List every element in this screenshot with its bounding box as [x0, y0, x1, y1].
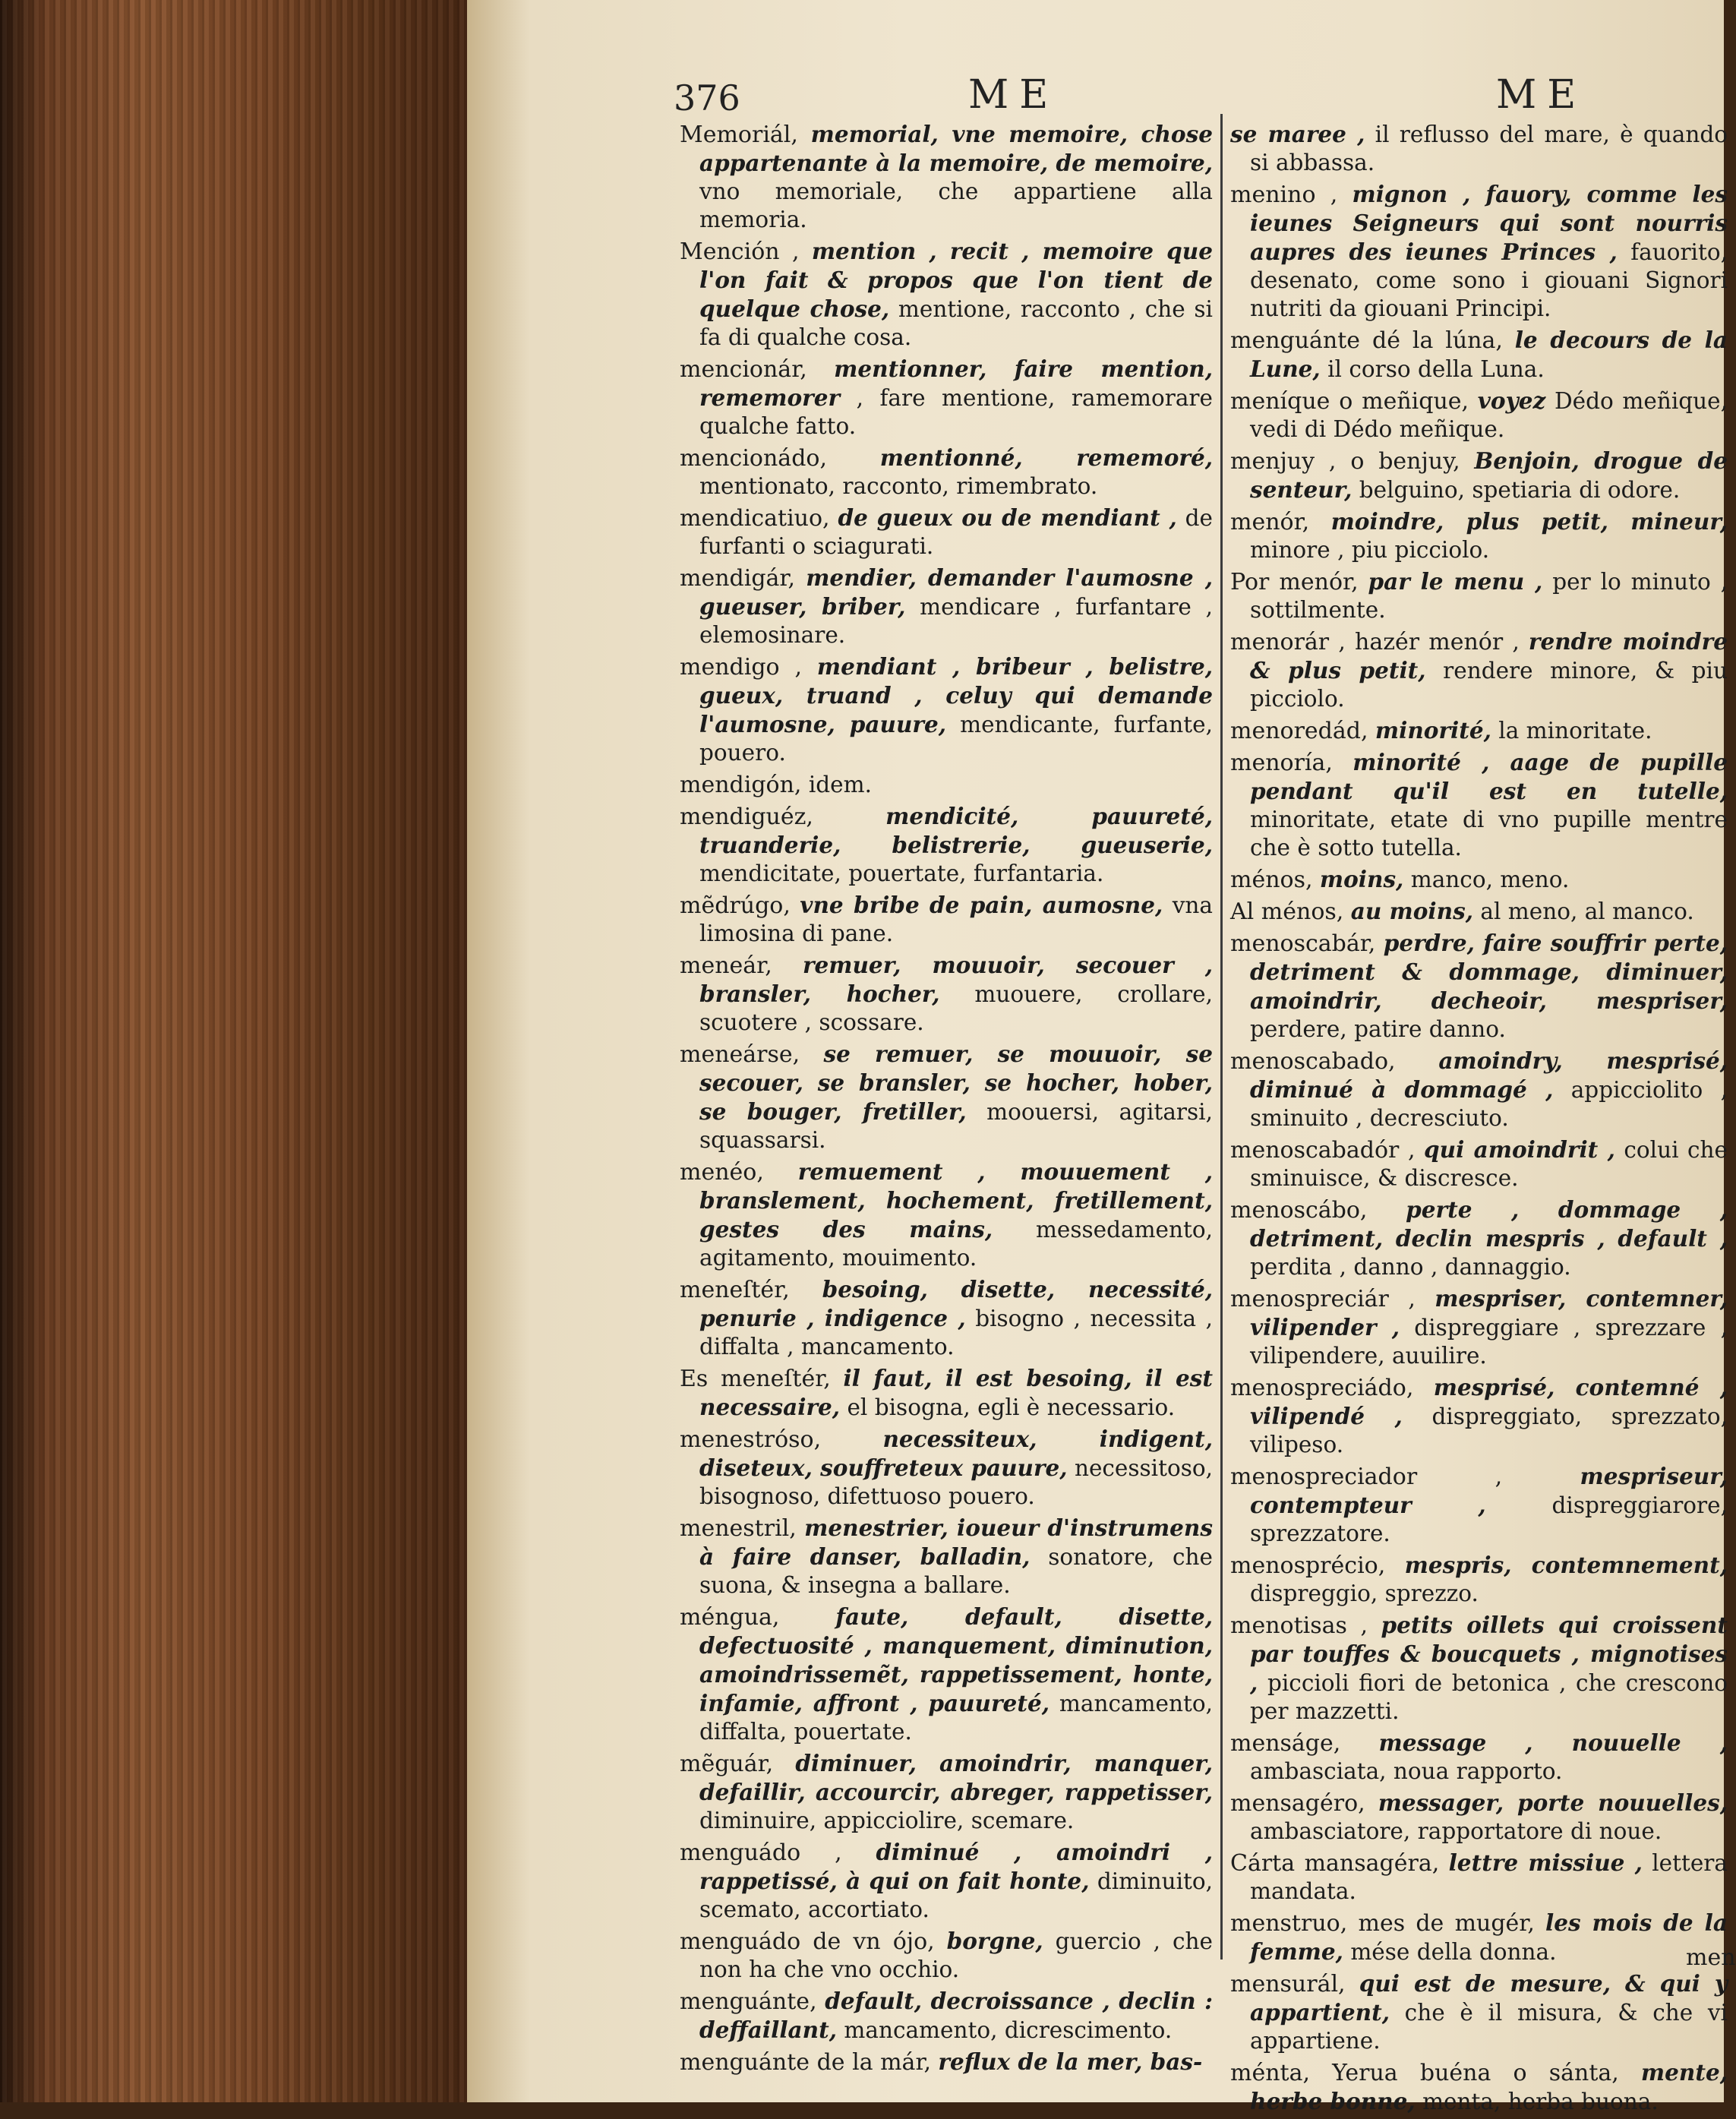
page-number: 376 [674, 77, 740, 118]
french-gloss: mendicité, pauureté, truanderie, belistrerie, gueuserie, [699, 803, 1213, 858]
dictionary-entry [1230, 2058, 1728, 2116]
italian-gloss: mése della donna. [1350, 1939, 1557, 1965]
italian-gloss: bisogno , necessita , diffalta , mancamento. [699, 1306, 1213, 1360]
italian-gloss: al meno, al manco. [1480, 898, 1694, 924]
headword: Es meneſtér, [680, 1366, 831, 1392]
headword: mendiguéz, [680, 804, 813, 830]
headword: menospreciár , [1230, 1286, 1416, 1312]
dictionary-entry [680, 951, 1213, 1037]
headword: mẽguár, [680, 1751, 774, 1777]
headword: meníque o meñique, [1230, 388, 1469, 415]
headword: menguádo , [680, 1840, 842, 1866]
italian-gloss: dispreggiato, sprezzato, vilipeso. [1250, 1404, 1728, 1457]
dictionary-entry [680, 1838, 1213, 1924]
italian-gloss: necessitoso, bisognoso, difettuoso pouero. [699, 1455, 1213, 1509]
italian-gloss: lettera mandata. [1250, 1850, 1728, 1904]
dictionary-entry [1230, 387, 1728, 444]
italian-gloss: moouersi, agitarsi, squassarsi. [699, 1099, 1213, 1153]
italian-gloss: perdita , danno , dannaggio. [1250, 1254, 1571, 1280]
headword: menino , [1230, 182, 1338, 208]
dictionary-entry [680, 1275, 1213, 1361]
french-gloss: amoindry, mesprisé, diminué à dommagé , [1250, 1047, 1728, 1103]
italian-gloss: che è il misura, & che vi appartiene. [1250, 2000, 1728, 2054]
headword: mencionár, [680, 356, 807, 383]
italian-gloss: menta, herba buona. [1422, 2089, 1659, 2114]
dictionary-entry [1230, 748, 1728, 862]
italian-gloss: appicciolito , sminuito , decresciuto. [1250, 1077, 1728, 1131]
french-gloss: voyez [1477, 387, 1546, 414]
headword: menguánte dé la lúna, [1230, 327, 1503, 354]
french-gloss: lettre missiue , [1448, 1849, 1643, 1876]
italian-gloss: manco, meno. [1410, 867, 1570, 892]
italian-gloss: mendicitate, pouertate, furfantaria. [699, 861, 1104, 886]
italian-gloss: mancamento, diffalta, pouertate. [699, 1691, 1213, 1745]
french-gloss: moindre, plus petit, mineur, [1330, 508, 1728, 535]
left-column [680, 120, 1213, 2080]
headword: menoscábo, [1230, 1197, 1368, 1224]
headword: menestróso, [680, 1426, 822, 1453]
french-gloss: necessiteux, indigent, diseteux, souffreteux pauure, [699, 1426, 1213, 1481]
dictionary-entry [680, 1040, 1213, 1154]
french-gloss: diminué , amoindri , rappetissé, à qui on fait honte, [699, 1839, 1213, 1894]
column-divider [1220, 114, 1223, 1960]
french-gloss: il faut, il est besoing, il est necessaire, [699, 1365, 1213, 1420]
french-gloss: petits oillets qui croissent par touffes & boucquets , mignotises , [1250, 1612, 1728, 1696]
french-gloss: qui amoindrit , [1424, 1136, 1615, 1163]
dictionary-entry [680, 1514, 1213, 1600]
italian-gloss: vna limosina di pane. [699, 892, 1213, 946]
french-gloss: minorité , aage de pupille pendant qu'il est en tutelle, [1250, 749, 1728, 804]
dictionary-entry [1230, 1969, 1728, 2055]
headword: mencionádo, [680, 445, 827, 472]
italian-gloss: il corso della Luna. [1327, 356, 1545, 382]
french-gloss: mesprisé, contemné , vilipendé , [1250, 1374, 1728, 1429]
italian-gloss: diminuire, appicciolire, scemare. [699, 1808, 1075, 1833]
dictionary-entry [680, 1927, 1213, 1984]
dictionary-entry [680, 770, 1213, 799]
french-gloss: mention , recit , memoire que l'on fait & propos que l'on tient de quelque chose, [699, 238, 1213, 322]
italian-gloss: per lo minuto , sottilmente. [1250, 569, 1728, 623]
headword: mendigo , [680, 654, 803, 681]
dictionary-entry [680, 1749, 1213, 1835]
french-gloss: par le menu , [1368, 568, 1543, 595]
headword: menotisas , [1230, 1612, 1368, 1639]
french-gloss: menestrier, ioueur d'instrumens à faire danser, balladin, [699, 1514, 1213, 1570]
catchword: men [1686, 1944, 1736, 1971]
italian-gloss: guercio , che non ha che vno occhio. [699, 1928, 1213, 1982]
headword: menguádo de vn ójo, [680, 1928, 935, 1955]
running-head-right: ME [1496, 72, 1587, 118]
french-gloss: mente, herbe bonne, [1250, 2059, 1728, 2114]
italian-gloss: sonatore, che suona, & insegna a ballare. [699, 1544, 1213, 1598]
headword: menguánte, [680, 1988, 817, 2015]
headword: Por menór, [1230, 569, 1359, 595]
headword: menospreciador , [1230, 1464, 1503, 1490]
french-gloss: Benjoin, drogue de senteur, [1250, 447, 1728, 503]
dictionary-entry [1230, 627, 1728, 713]
french-gloss: borgne, [946, 1928, 1043, 1954]
headword: menestril, [680, 1515, 797, 1542]
dictionary-entry [680, 1987, 1213, 2045]
italian-gloss: minore , piu picciolo. [1250, 537, 1490, 563]
french-gloss: qui est de mesure, & qui y appartient, [1250, 1970, 1728, 2026]
italian-gloss: diminuito, scemato, accortiato. [699, 1868, 1213, 1922]
french-gloss: mignon , fauory, comme les ieunes Seigneurs qui sont nourris aupres des ieunes Princes , [1250, 181, 1728, 265]
dictionary-entry [1230, 1611, 1728, 1726]
headword: menorár , hazér menór , [1230, 629, 1520, 655]
italian-gloss: dispreggiare , sprezzare , vilipendere, auuilire. [1250, 1315, 1728, 1369]
french-gloss: mendier, demander l'aumosne , gueuser, briber, [699, 564, 1213, 620]
french-gloss: besoing, disette, necessité, penurie , indigence , [699, 1276, 1213, 1331]
french-gloss: se maree , [1230, 121, 1365, 147]
dictionary-entry [1230, 326, 1728, 384]
dictionary-entry [1230, 567, 1728, 624]
dictionary-entry [680, 1157, 1213, 1272]
headword: menoscabadór , [1230, 1137, 1416, 1164]
italian-gloss: messedamento, agitamento, mouimento. [699, 1217, 1213, 1271]
italian-gloss: mendicare , furfantare , elemosinare. [699, 594, 1213, 648]
headword: Memoriál, [680, 122, 798, 148]
dictionary-entry [680, 355, 1213, 441]
italian-gloss: ambasciata, noua rapporto. [1250, 1758, 1563, 1784]
headword: menoscabár, [1230, 930, 1376, 957]
dictionary-entry [1230, 1462, 1728, 1548]
headword: menospreciádo, [1230, 1375, 1414, 1401]
headword: mendigón, [680, 772, 802, 798]
french-gloss: mespriseur, contempteur , [1250, 1463, 1728, 1518]
italian-gloss: perdere, patire danno. [1250, 1016, 1506, 1042]
dictionary-entry [1230, 865, 1728, 894]
italian-gloss: mentionato, racconto, rimembrato. [699, 473, 1098, 499]
headword: meneſtér, [680, 1277, 790, 1303]
dictionary-entry [1230, 180, 1728, 323]
dictionary-entry [680, 504, 1213, 561]
dictionary-entry [1230, 447, 1728, 504]
dictionary-entry [680, 1603, 1213, 1746]
french-gloss: message , nouuelle , [1378, 1729, 1728, 1756]
french-gloss: faute, default, disette, defectuosité , manquement, diminution, amoindrissemẽt, rappetissement, honte, infamie, affront , pauureté, [699, 1603, 1213, 1716]
italian-gloss: rendere minore, & piu picciolo. [1250, 658, 1728, 712]
italian-gloss: Dédo meñique, vedi di Dédo meñique. [1250, 388, 1728, 442]
dictionary-entry [1230, 1373, 1728, 1459]
headword: mẽdrúgo, [680, 892, 791, 919]
french-gloss: perte , dommage , detriment, declin mespris , default , [1250, 1196, 1728, 1252]
italian-gloss: idem. [808, 772, 872, 797]
french-gloss: moins, [1319, 866, 1404, 892]
italian-gloss: de furfanti o sciagurati. [699, 505, 1213, 559]
headword: menoría, [1230, 750, 1333, 776]
french-gloss: perdre, faire souffrir perte, detriment & dommage, diminuer, amoindrir, decheoir, mespriser, [1250, 930, 1728, 1014]
french-gloss: le decours de la Lune, [1250, 327, 1728, 382]
headword: ménos, [1230, 867, 1313, 893]
italian-gloss: mendicante, furfante, pouero. [699, 712, 1213, 766]
dictionary-entry [1230, 1551, 1728, 1608]
running-head-left: ME [968, 72, 1059, 118]
dictionary-entry [680, 891, 1213, 948]
italian-gloss: mentione, racconto , che si fa di qualche cosa. [699, 296, 1213, 350]
italian-gloss: il reflusso del mare, è quando si abbassa. [1250, 122, 1728, 175]
dictionary-entry [1230, 1909, 1728, 1966]
french-gloss: les mois de la femme, [1250, 1909, 1728, 1965]
french-gloss: reflux de la mer, bas- [938, 2048, 1203, 2075]
headword: méngua, [680, 1604, 780, 1631]
italian-gloss: la minoritate. [1498, 718, 1652, 744]
headword: mensagéro, [1230, 1790, 1365, 1817]
dictionary-entry [1230, 1284, 1728, 1370]
headword: mensurál, [1230, 1971, 1346, 1997]
dictionary-entry [680, 444, 1213, 501]
dictionary-entry [1230, 1849, 1728, 1906]
headword: meneár, [680, 952, 772, 979]
french-gloss: minorité, [1375, 717, 1491, 744]
french-gloss: se remuer, se mouuoir, se secouer, se bransler, se hocher, hober, se bouger, fretiller, [699, 1041, 1213, 1125]
italian-gloss: fauorito, desenato, come sono i giouani Signori nutriti da giouani Principi. [1250, 239, 1728, 321]
dictionary-entry [680, 802, 1213, 888]
dictionary-entry [1230, 1789, 1728, 1846]
headword: menjuy , o benjuy, [1230, 448, 1460, 475]
right-column [1230, 120, 1728, 2119]
dictionary-entry [680, 237, 1213, 352]
headword: menór, [1230, 509, 1310, 535]
french-gloss: au moins, [1350, 898, 1473, 924]
dictionary-entry [1230, 929, 1728, 1044]
french-gloss: mentionné, rememoré, [879, 444, 1213, 471]
italian-gloss: dispreggiarore, sprezzatore. [1250, 1492, 1728, 1546]
italian-gloss: el bisogna, egli è necessario. [847, 1394, 1176, 1420]
dictionary-entry [1230, 716, 1728, 745]
dictionary-entry [1230, 507, 1728, 564]
italian-gloss: vno memoriale, che appartiene alla memoria. [699, 178, 1213, 232]
italian-gloss: dispreggio, sprezzo. [1250, 1581, 1479, 1606]
dictionary-entry [1230, 1195, 1728, 1281]
french-gloss: default, decroissance , declin : deffaillant, [699, 1988, 1213, 2043]
dictionary-entry [680, 652, 1213, 767]
headword: Cárta mansagéra, [1230, 1850, 1440, 1877]
french-gloss: mespriser, contemner, vilipender , [1250, 1285, 1728, 1341]
french-gloss: mespris, contemnement, [1404, 1552, 1728, 1578]
italian-gloss: ambasciatore, rapportatore di noue. [1250, 1818, 1662, 1844]
headword: menéo, [680, 1159, 764, 1186]
french-gloss: remuer, mouuoir, secouer , bransler, hocher, [699, 952, 1213, 1007]
french-gloss: rendre moindre & plus petit, [1250, 628, 1728, 684]
headword: Mención , [680, 238, 800, 265]
french-gloss: mentionner, faire mention, rememorer [699, 355, 1213, 411]
headword: menságe, [1230, 1730, 1341, 1757]
french-gloss: remuement , mouuement , branslement, hochement, fretillement, gestes des mains, [699, 1158, 1213, 1243]
french-gloss: memorial, vne memoire, chose appartenante à la memoire, de memoire, [699, 121, 1213, 176]
italian-gloss: colui che sminuisce, & discresce. [1250, 1137, 1728, 1191]
french-gloss: messager, porte nouuelles, [1378, 1789, 1728, 1816]
dictionary-entry [1230, 897, 1728, 926]
book-edge [0, 0, 467, 2102]
headword: menoredád, [1230, 718, 1368, 744]
headword: menosprécio, [1230, 1552, 1386, 1579]
headword: meneárse, [680, 1041, 800, 1068]
italian-gloss: minoritate, etate di vno pupille mentre che è sotto tutella. [1250, 807, 1728, 861]
french-gloss: mendiant , bribeur , belistre, gueux, truand , celuy qui demande l'aumosne, pauure, [699, 653, 1213, 737]
dictionary-entry [680, 564, 1213, 649]
italian-gloss: belguino, spetiaria di odore. [1359, 477, 1681, 503]
dictionary-entry [1230, 1729, 1728, 1786]
italian-gloss: mancamento, dicrescimento. [844, 2017, 1173, 2043]
dictionary-page [467, 0, 1736, 2114]
italian-gloss: muouere, crollare, scuotere , scossare. [699, 981, 1213, 1035]
dictionary-entry [1230, 1135, 1728, 1192]
dictionary-entry [680, 1425, 1213, 1511]
headword: ménta, Yerua buéna o sánta, [1230, 2060, 1619, 2086]
headword: Al ménos, [1230, 898, 1344, 925]
french-gloss: vne bribe de pain, aumosne, [800, 892, 1163, 918]
headword: mendicatiuo, [680, 505, 830, 532]
french-gloss: de gueux ou de mendiant , [838, 504, 1177, 531]
french-gloss: diminuer, amoindrir, manquer, defaillir, accourcir, abreger, rappetisser, [699, 1750, 1213, 1805]
dictionary-entry [1230, 1047, 1728, 1132]
italian-gloss: piccioli fiori de betonica , che crescono per mazzetti. [1250, 1670, 1728, 1724]
dictionary-entry [680, 2048, 1213, 2076]
headword: menoscabado, [1230, 1048, 1396, 1075]
headword: menguánte de la már, [680, 2049, 932, 2076]
headword: mendigár, [680, 565, 795, 592]
italian-gloss: , fare mentione, ramemorare qualche fatto. [699, 385, 1213, 439]
dictionary-entry [1230, 120, 1728, 177]
headword: menstruo, mes de mugér, [1230, 1910, 1535, 1937]
dictionary-entry [680, 120, 1213, 234]
dictionary-entry [680, 1364, 1213, 1422]
